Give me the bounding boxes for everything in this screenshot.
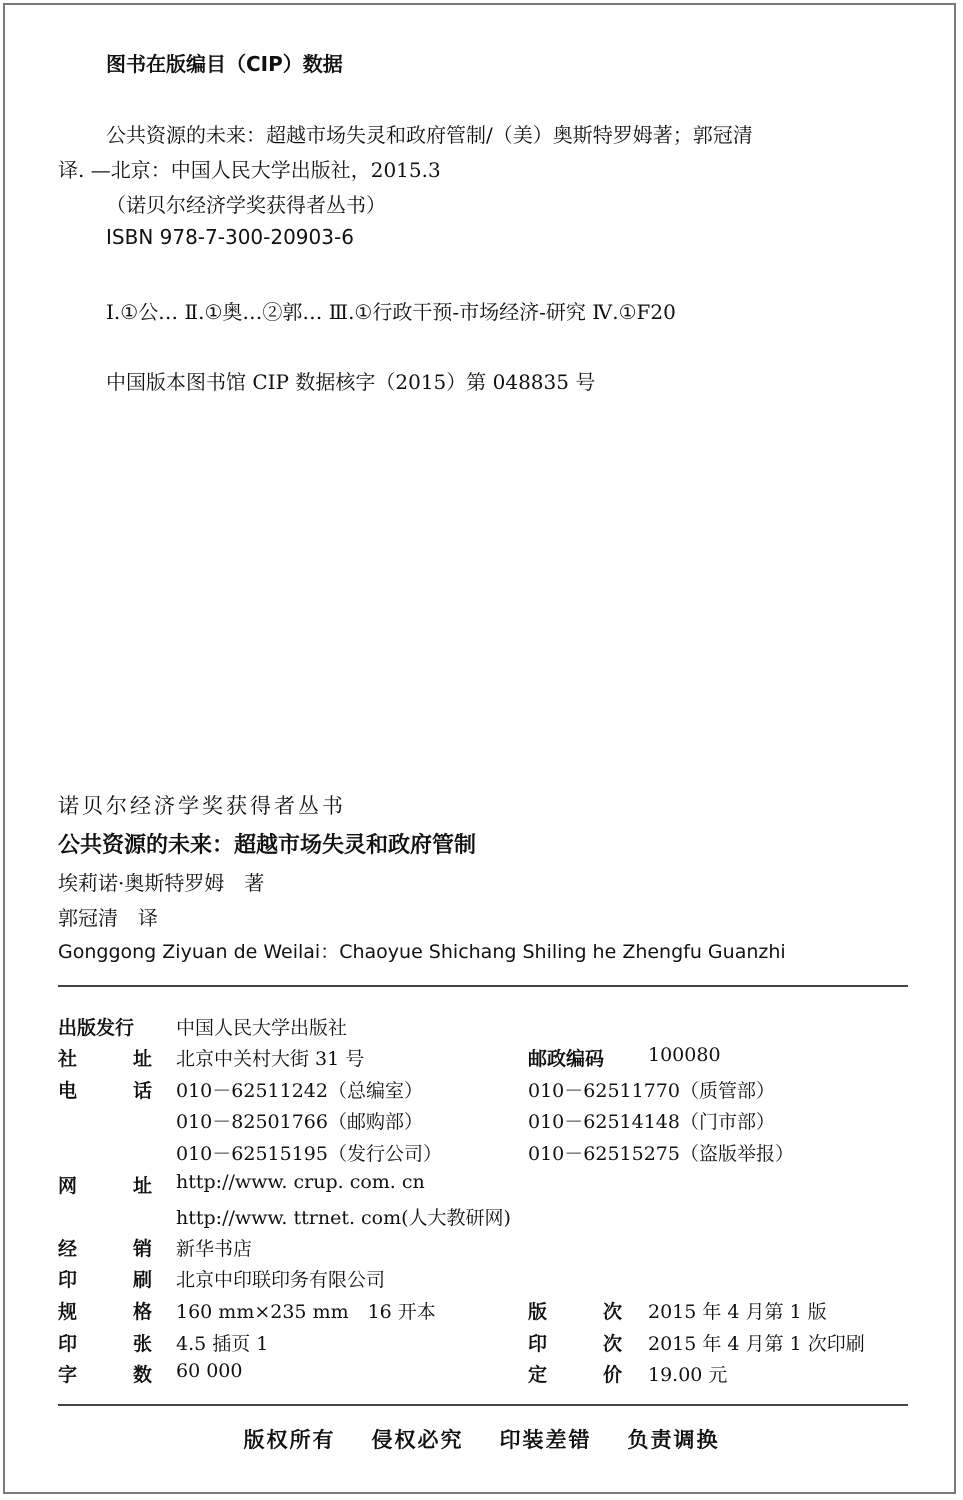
website-1: http://www. crup. com. cn	[176, 1171, 425, 1193]
price-value: 19.00 元	[648, 1364, 728, 1386]
distributor-value: 新华书店	[176, 1238, 253, 1260]
phone-right-1: 010－62511770（质管部）	[528, 1080, 775, 1102]
footer-item: 负责调换	[627, 1427, 720, 1452]
footer-item: 印装差错	[499, 1427, 592, 1452]
cip-verification: 中国版本图书馆 CIP 数据核字（2015）第 048835 号	[106, 370, 596, 394]
cip-line-2: 译. —北京：中国人民大学出版社，2015.3	[58, 158, 441, 182]
printer-label: 印 刷	[58, 1269, 152, 1291]
website-label: 网 址	[58, 1175, 152, 1197]
sheets-value: 4.5 插页 1	[176, 1333, 269, 1355]
divider-bottom	[58, 1404, 908, 1406]
words-label: 字 数	[58, 1364, 152, 1386]
footer-item: 侵权必究	[371, 1427, 464, 1452]
phone-left-2: 010－82501766（邮购部）	[176, 1111, 423, 1133]
divider-top	[58, 985, 908, 987]
publisher-label: 出版发行	[58, 1017, 135, 1039]
series-name: 诺贝尔经济学奖获得者丛书	[58, 794, 346, 818]
distributor-label: 经 销	[58, 1238, 152, 1260]
phone-right-3: 010－62515275（盗版举报）	[528, 1143, 794, 1165]
impression-label: 印 次	[528, 1333, 622, 1355]
cip-classification: Ⅰ.①公… Ⅱ.①奥…②郭… Ⅲ.①行政干预-市场经济-研究 Ⅳ.①F20	[106, 300, 676, 324]
cip-series-line: （诺贝尔经济学奖获得者丛书）	[106, 193, 386, 217]
postcode-label: 邮政编码	[528, 1048, 605, 1070]
website-2: http://www. ttrnet. com(人大教研网)	[176, 1207, 511, 1229]
phone-left-3: 010－62515195（发行公司）	[176, 1143, 442, 1165]
publisher-value: 中国人民大学出版社	[176, 1017, 348, 1039]
format-value: 160 mm×235 mm 16 开本	[176, 1301, 436, 1323]
copyright-notice	[0, 1424, 963, 1454]
impression-value: 2015 年 4 月第 1 次印刷	[648, 1333, 865, 1355]
printer-value: 北京中印联印务有限公司	[176, 1269, 386, 1291]
footer-item: 版权所有	[243, 1427, 336, 1452]
words-value: 60 000	[176, 1360, 243, 1382]
sheets-label: 印 张	[58, 1333, 152, 1355]
edition-label: 版 次	[528, 1301, 622, 1323]
phone-left-1: 010－62511242（总编室）	[176, 1080, 423, 1102]
price-label: 定 价	[528, 1364, 622, 1386]
book-pinyin-title: Gonggong Ziyuan de Weilai：Chaoyue Shichang Shiling he Zhengfu Guanzhi	[58, 941, 786, 963]
book-author: 埃莉诺·奥斯特罗姆 著	[58, 871, 265, 895]
cip-heading: 图书在版编目（CIP）数据	[106, 52, 343, 76]
address-label: 社 址	[58, 1048, 152, 1070]
book-title: 公共资源的未来：超越市场失灵和政府管制	[58, 833, 477, 858]
format-label: 规 格	[58, 1301, 152, 1323]
edition-value: 2015 年 4 月第 1 版	[648, 1301, 827, 1323]
cip-line-1: 公共资源的未来：超越市场失灵和政府管制/（美）奥斯特罗姆著；郭冠清	[106, 123, 753, 147]
cip-isbn: ISBN 978-7-300-20903-6	[106, 225, 354, 249]
address-value: 北京中关村大街 31 号	[176, 1048, 365, 1070]
phone-right-2: 010－62514148（门市部）	[528, 1111, 775, 1133]
postcode-value: 100080	[648, 1044, 721, 1066]
phone-label: 电 话	[58, 1080, 152, 1102]
book-translator: 郭冠清 译	[58, 906, 158, 930]
